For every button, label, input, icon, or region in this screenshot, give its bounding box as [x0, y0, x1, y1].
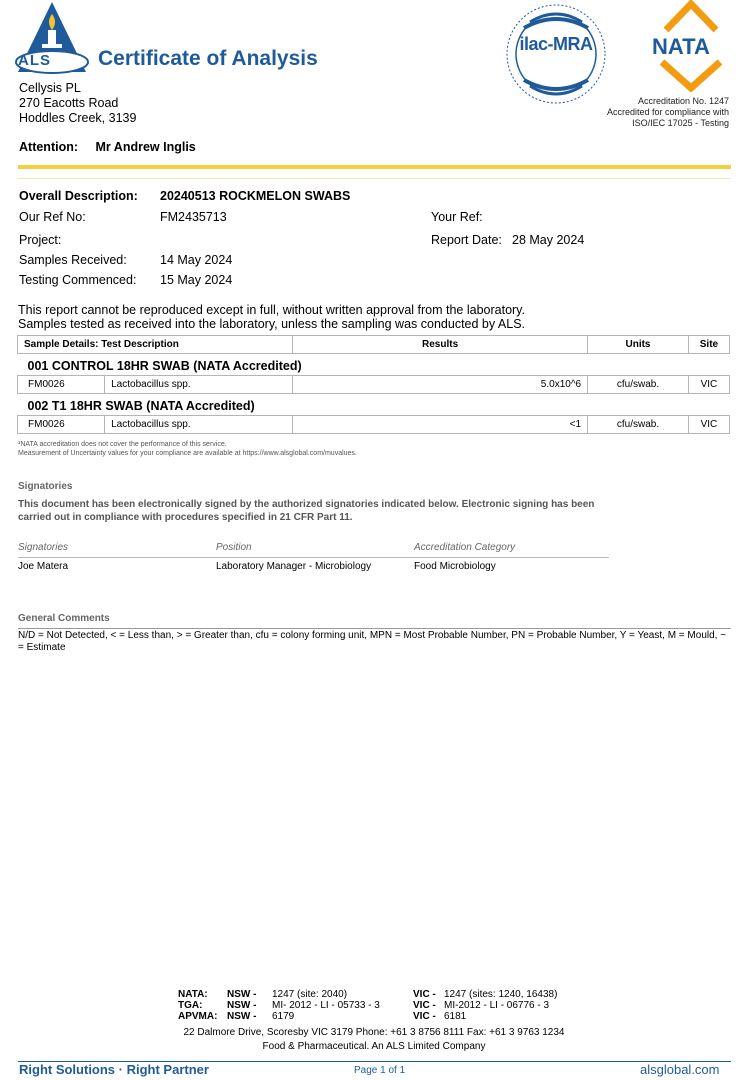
footer-vic-label: VIC -	[413, 1011, 436, 1022]
attention-label: Attention:	[19, 140, 79, 154]
footer-nsw-label: NSW -	[227, 989, 257, 1000]
results-table	[17, 335, 730, 434]
col-units: Units	[588, 336, 689, 354]
report-note-line1: This report cannot be reproduced except in full, without written approval from the laboratory.	[18, 303, 525, 317]
als-logo-text: ALS	[18, 52, 51, 69]
signatory-name: Joe Matera	[18, 561, 69, 572]
client-name: Cellysis PL	[19, 81, 81, 95]
test-name: Lactobacillus spp.	[105, 416, 293, 434]
report-date-value: 28 May 2024	[512, 233, 585, 247]
website-link[interactable]: alsglobal.com	[640, 1062, 720, 1077]
samples-received-label: Samples Received:	[19, 253, 127, 267]
fine-print	[18, 441, 357, 458]
our-ref-value: FM2435713	[160, 210, 227, 224]
footer-address: 22 Dalmore Drive, Scoresby VIC 3179 Phone: +61 3 8756 8111 Fax: +61 3 9763 1234	[183, 1027, 565, 1038]
col-results: Results	[293, 336, 588, 354]
ilac-mra-text: ilac-MRA	[519, 34, 593, 54]
footer-nsw-label: NSW -	[227, 1000, 257, 1011]
test-code: FM0026	[18, 416, 105, 434]
attention-line	[19, 140, 196, 154]
col-accreditation-category: Accreditation Category	[414, 542, 516, 553]
test-site: VIC	[688, 376, 729, 394]
footer-apvma-label: APVMA:	[178, 1011, 218, 1022]
col-site: Site	[688, 336, 729, 354]
report-note	[18, 304, 525, 331]
footer-slogan: Right Solutions · Right Partner	[19, 1062, 209, 1077]
test-name: Lactobacillus spp.	[105, 376, 293, 394]
header-divider	[18, 165, 731, 169]
attention-name: Mr Andrew Inglis	[95, 140, 196, 154]
client-street: 270 Eacotts Road	[19, 96, 119, 110]
test-code: FM0026	[18, 376, 105, 394]
footer-company: Food & Pharmaceutical. An ALS Limited Company	[262, 1041, 486, 1052]
test-site: VIC	[688, 416, 729, 434]
table-row	[18, 416, 730, 434]
footer-tga-nsw: MI- 2012 - LI - 05733 - 3	[272, 1000, 380, 1011]
footer-nata-nsw: 1247 (site: 2040)	[272, 989, 348, 1000]
sample-group-title: 001 CONTROL 18HR SWAB (NATA Accredited)	[27, 359, 302, 373]
fine-print-line1: ¹NATA accreditation does not cover the performance of this service.	[18, 441, 227, 448]
fine-print-line2: Measurement of Uncertainty values for your compliance are available at https://www.alsglobal.com/muvalues.	[18, 449, 357, 457]
report-note-line2: Samples tested as received into the laboratory, unless the sampling was conducted by ALS.	[18, 316, 526, 331]
general-comments-title: General Comments	[18, 613, 110, 624]
page-title: Certificate of Analysis	[98, 47, 318, 70]
footer-nsw-label: NSW -	[227, 1011, 257, 1022]
our-ref-label: Our Ref No:	[19, 210, 86, 224]
footer-nata-vic: 1247 (sites: 1240, 16438)	[444, 989, 558, 1000]
client-address	[19, 81, 136, 126]
overall-description-value: 20240513 ROCKMELON SWABS	[160, 189, 351, 203]
general-comments-divider	[18, 628, 731, 629]
testing-commenced-label: Testing Commenced:	[19, 273, 137, 287]
accreditation-line3: ISO/IEC 17025 - Testing	[632, 118, 729, 128]
footer-nata-label: NATA:	[178, 989, 208, 1000]
table-header-row	[18, 336, 730, 354]
sample-group-row	[18, 354, 730, 376]
test-result: <1	[293, 416, 588, 434]
signatories-text: This document has been electronically signed by the authorized signatories indicated below. Electronic signing has been carried out in compliance with procedures specified in 21 CFR Part 11.	[18, 499, 595, 523]
test-unit: cfu/swab.	[588, 416, 689, 434]
overall-description-label: Overall Description:	[19, 189, 138, 203]
footer-tga-vic: MI-2012 - LI - 06776 - 3	[444, 1000, 550, 1011]
footer-apvma-nsw: 6179	[272, 1011, 295, 1022]
accreditation-line2: Accredited for compliance with	[606, 107, 729, 117]
signatory-position: Laboratory Manager - Microbiology	[216, 561, 372, 572]
footer-tga-label: TGA:	[178, 1000, 203, 1011]
col-signatories: Signatories	[18, 542, 69, 553]
footer-apvma-vic: 6181	[444, 1011, 467, 1022]
signatories-divider	[18, 557, 609, 558]
testing-commenced-value: 15 May 2024	[160, 273, 233, 287]
accreditation-info	[560, 96, 729, 129]
test-result: 5.0x10^6	[293, 376, 588, 394]
signatory-category: Food Microbiology	[414, 561, 496, 572]
accreditation-number: Accreditation No. 1247	[637, 96, 729, 106]
report-date-label: Report Date:	[431, 233, 502, 247]
nata-logo-text: NATA	[652, 34, 710, 59]
table-row	[18, 376, 730, 394]
your-ref-label: Your Ref:	[431, 210, 483, 224]
footer-vic-label: VIC -	[413, 989, 436, 1000]
project-label: Project:	[19, 233, 62, 247]
signatories-section-title: Signatories	[18, 481, 73, 492]
test-unit: cfu/swab.	[588, 376, 689, 394]
sample-group-row	[18, 394, 730, 416]
sample-group-title: 002 T1 18HR SWAB (NATA Accredited)	[27, 399, 255, 413]
general-comments-text: N/D = Not Detected, < = Less than, > = Greater than, cfu = colony forming unit, MPN = Most Probable Number, PN = Probable Number, Y = Yeast, M = Mould, ~ = Estimate	[18, 630, 727, 653]
footer-vic-label: VIC -	[413, 1000, 436, 1011]
page-number: Page 1 of 1	[354, 1065, 406, 1076]
samples-received-value: 14 May 2024	[160, 253, 233, 267]
col-position: Position	[216, 542, 252, 553]
header-divider-thin	[18, 178, 731, 179]
col-sample-details: Sample Details: Test Description	[18, 336, 293, 354]
client-city: Hoddles Creek, 3139	[19, 111, 137, 125]
